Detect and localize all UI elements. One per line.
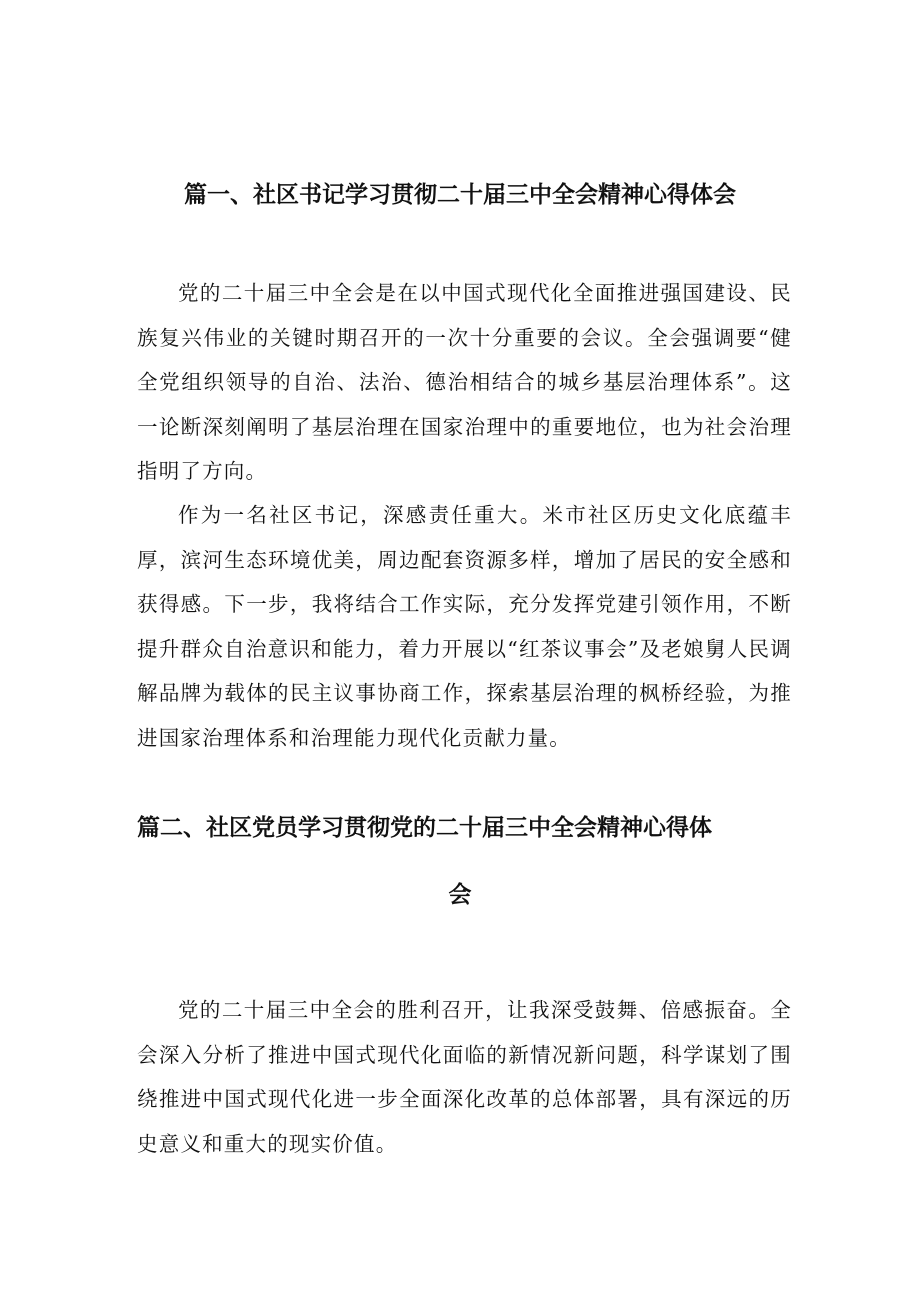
section-2-title-line-2: 会: [448, 882, 472, 908]
section-1-title: 篇一、社区书记学习贯彻二十届三中全会精神心得体会: [184, 182, 736, 208]
section-2-paragraph-1: 党的二十届三中全会的胜利召开，让我深受鼓舞、倍感振奋。全会深入分析了推进中国式现代化面临的新情况新问题，科学谋划了围绕推进中国式现代化进一步全面深化改革的总体部署，具有深远的历史意义和重大的现实价值。: [137, 998, 792, 1156]
section-2-title-line-1: 篇二、社区党员学习贯彻党的二十届三中全会精神心得体: [137, 815, 712, 841]
section-1-paragraph-2: 作为一名社区书记，深感责任重大。米市社区历史文化底蕴丰厚，滨河生态环境优美，周边配套资源多样，增加了居民的安全感和获得感。下一步，我将结合工作实际，充分发挥党建引领作用，不断提升群众自治意识和能力，着力开展以“红茶议事会”及老娘舅人民调解品牌为载体的民主议事协商工作，探索基层治理的枫桥经验，为推进国家治理体系和治理能力现代化贡献力量。: [137, 503, 792, 750]
section-1-paragraph-1: 党的二十届三中全会是在以中国式现代化全面推进强国建设、民族复兴伟业的关键时期召开的一次十分重要的会议。全会强调要“健全党组织领导的自治、法治、德治相结合的城乡基层治理体系”。这一论断深刻阐明了基层治理在国家治理中的重要地位，也为社会治理指明了方向。: [137, 281, 792, 483]
